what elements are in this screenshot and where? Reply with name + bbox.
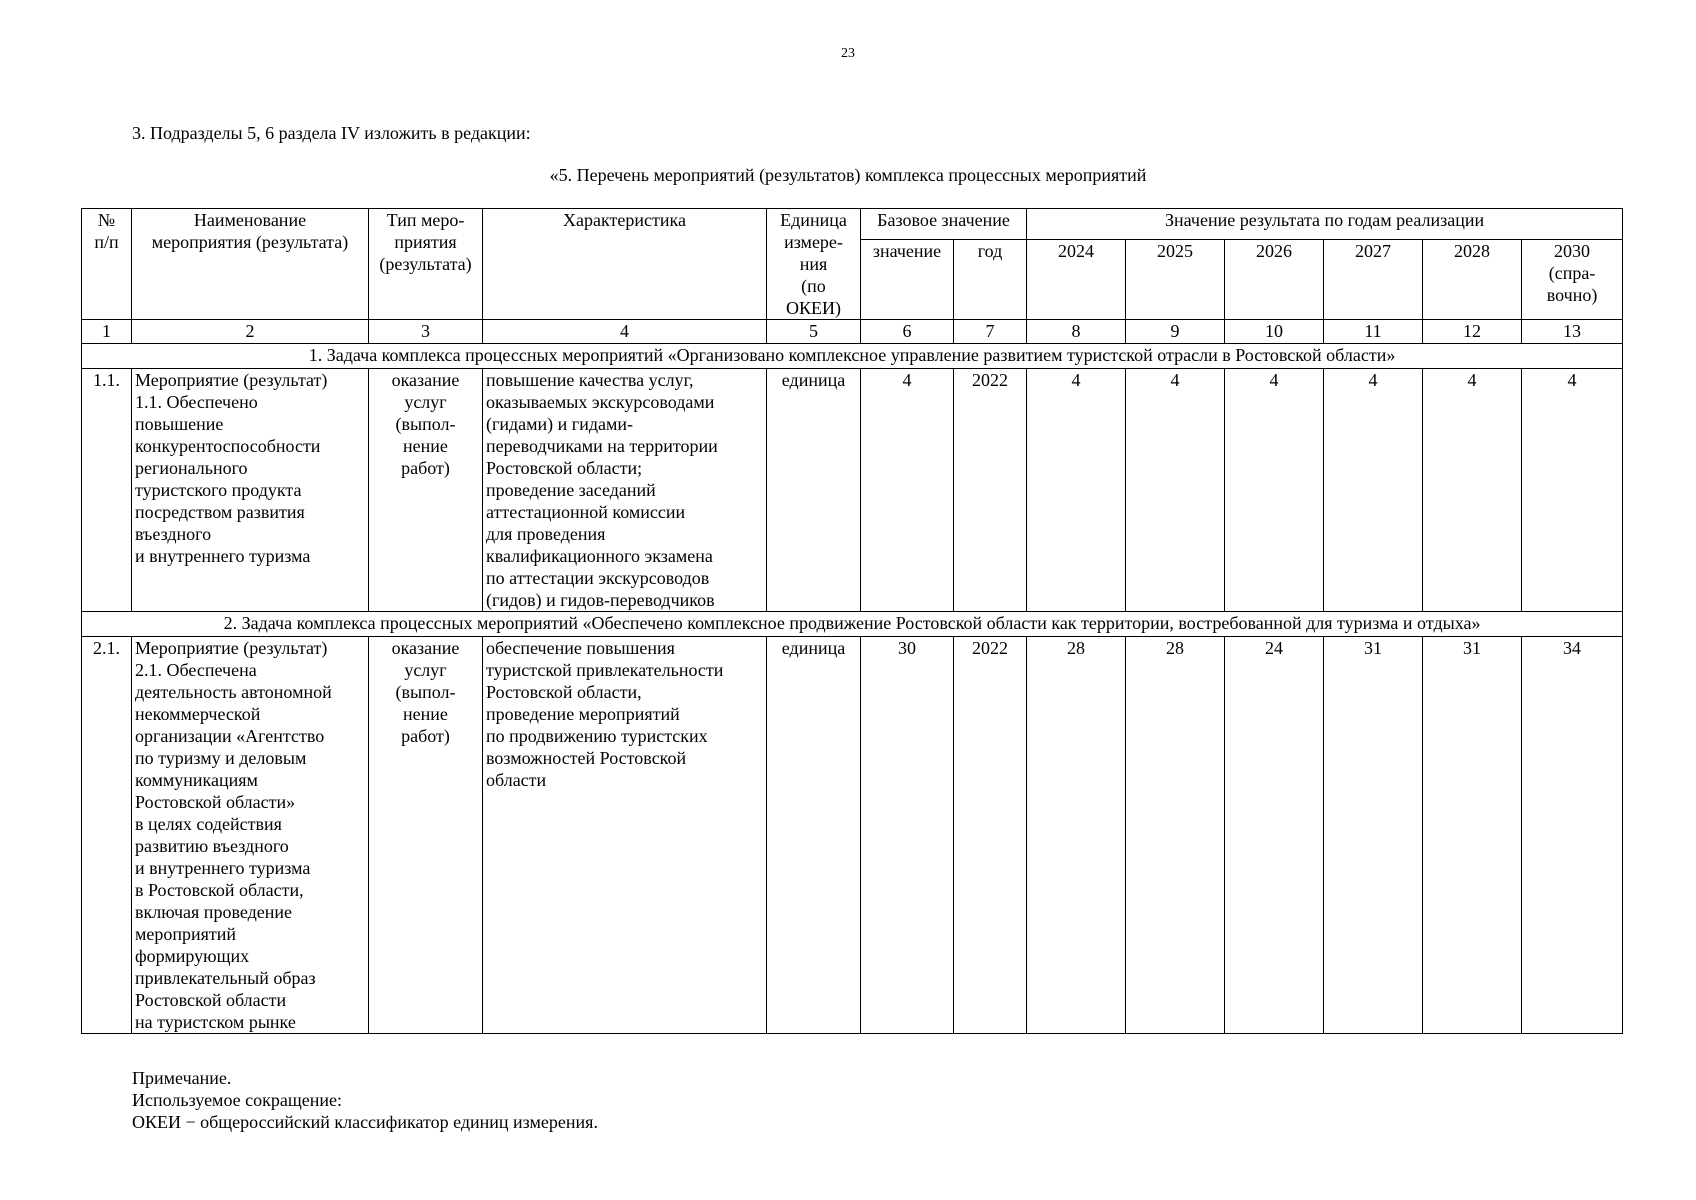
text-line: развитию въездного	[135, 836, 289, 856]
base-value: 30	[861, 637, 954, 1034]
text-line: и внутреннего туризма	[135, 546, 311, 566]
header-year: 2025	[1126, 240, 1225, 320]
year-value: 4	[1423, 369, 1522, 612]
text-line: по туризму и деловым	[135, 748, 307, 768]
measure-characteristic	[483, 637, 767, 1034]
base-year: 2022	[954, 637, 1027, 1034]
header-type	[369, 209, 483, 320]
header-characteristic: Характеристика	[483, 209, 767, 320]
text-line: повышение	[135, 414, 224, 434]
text-line: обеспечение повышения	[486, 638, 675, 658]
text-line: в целях содействия	[135, 814, 282, 834]
text-line: 2030	[1554, 241, 1591, 261]
text-line: туристской привлекательности	[486, 660, 724, 680]
column-number: 9	[1126, 320, 1225, 344]
text-line: вочно)	[1546, 285, 1598, 305]
text-line: для проведения	[486, 524, 606, 544]
year-value: 4	[1225, 369, 1324, 612]
measure-type	[369, 369, 483, 612]
text-line: (выпол-	[395, 682, 456, 702]
measure-name	[132, 369, 369, 612]
text-line: (результата)	[379, 254, 472, 274]
text-line: включая проведение	[135, 902, 292, 922]
text-line: (выпол-	[395, 414, 456, 434]
text-line: (гидами) и гидами-	[486, 414, 633, 434]
year-value: 31	[1324, 637, 1423, 1034]
text-line: туристского продукта	[135, 480, 302, 500]
text-line: Ростовской области	[135, 990, 287, 1010]
text-line: оказываемых экскурсоводами	[486, 392, 715, 412]
text-line: ОКЕИ − общероссийский классификатор единиц измерения.	[132, 1112, 598, 1132]
column-number: 4	[483, 320, 767, 344]
text-line: Единица	[780, 210, 847, 230]
row-number: 1.1.	[82, 369, 132, 612]
text-line: привлекательный образ	[135, 968, 316, 988]
header-year: 2026	[1225, 240, 1324, 320]
text-line: Ростовской области;	[486, 458, 643, 478]
measure-unit: единица	[767, 637, 861, 1034]
column-number: 1	[82, 320, 132, 344]
text-line: аттестационной комиссии	[486, 502, 686, 522]
task-row-2	[82, 612, 1623, 637]
column-number: 12	[1423, 320, 1522, 344]
text-line: квалификационного экзамена	[486, 546, 713, 566]
column-number: 7	[954, 320, 1027, 344]
text-line: ОКЕИ)	[786, 298, 841, 318]
table-row	[82, 637, 1623, 1034]
text-line: нение	[403, 436, 448, 456]
year-value: 4	[1324, 369, 1423, 612]
header-year: 2024	[1027, 240, 1126, 320]
text-line: и внутреннего туризма	[135, 858, 311, 878]
column-number: 11	[1324, 320, 1423, 344]
year-value: 34	[1522, 637, 1623, 1034]
text-line: Используемое сокращение:	[132, 1090, 342, 1110]
year-value: 24	[1225, 637, 1324, 1034]
text-line: по продвижению туристских	[486, 726, 708, 746]
text-line: переводчиками на территории	[486, 436, 718, 456]
header-years-group: Значение результата по годам реализации	[1027, 209, 1623, 240]
text-line: проведение мероприятий	[486, 704, 680, 724]
header-base-value: значение	[861, 240, 954, 320]
text-line: на туристском рынке	[135, 1012, 296, 1032]
text-line: работ)	[401, 458, 450, 478]
measure-type	[369, 637, 483, 1034]
header-unit	[767, 209, 861, 320]
table-title: «5. Перечень мероприятий (результатов) комплекса процессных мероприятий	[549, 165, 1147, 185]
table-row	[82, 369, 1623, 612]
column-numbers-row	[82, 320, 1623, 344]
measure-characteristic	[483, 369, 767, 612]
text-line: Мероприятие (результат)	[135, 638, 328, 658]
year-value: 4	[1126, 369, 1225, 612]
text-line: возможностей Ростовской	[486, 748, 687, 768]
text-line: нение	[403, 704, 448, 724]
text-line: оказание	[391, 638, 460, 658]
year-value: 4	[1522, 369, 1623, 612]
text-line: (спра-	[1548, 263, 1596, 283]
year-value: 28	[1126, 637, 1225, 1034]
text-line: оказание	[391, 370, 460, 390]
text-line: деятельность автономной	[135, 682, 332, 702]
header-name	[132, 209, 369, 320]
text-line: области	[486, 770, 547, 790]
column-number: 2	[132, 320, 369, 344]
header-row-1	[82, 209, 1623, 240]
column-number: 5	[767, 320, 861, 344]
text-line: организации «Агентство	[135, 726, 325, 746]
header-year: 2027	[1324, 240, 1423, 320]
text-line: регионального	[135, 458, 248, 478]
base-year: 2022	[954, 369, 1027, 612]
row-number: 2.1.	[82, 637, 132, 1034]
text-line: Мероприятие (результат)	[135, 370, 328, 390]
text-line: Наименование	[193, 210, 307, 230]
header-base-year: год	[954, 240, 1027, 320]
header-year: 2028	[1423, 240, 1522, 320]
header-base-group: Базовое значение	[861, 209, 1027, 240]
text-line: мероприятия (результата)	[151, 232, 349, 252]
text-line: по аттестации экскурсоводов	[486, 568, 710, 588]
text-line: (по	[801, 276, 826, 296]
text-line: услуг	[404, 392, 447, 412]
text-line: повышение качества услуг,	[486, 370, 694, 390]
year-value: 28	[1027, 637, 1126, 1034]
task-heading: 1. Задача комплекса процессных мероприятий «Организовано комплексное управление развитием туристской отрасли в Ростовской области»	[82, 344, 1623, 369]
text-line: п/п	[94, 232, 119, 252]
intro-text: 3. Подразделы 5, 6 раздела IV изложить в редакции:	[132, 123, 531, 143]
column-number: 13	[1522, 320, 1623, 344]
text-line: измере-	[784, 232, 843, 252]
text-line: Тип меро-	[386, 210, 465, 230]
text-line: приятия	[394, 232, 457, 252]
text-line: №	[97, 210, 116, 230]
text-line: (гидов) и гидов-переводчиков	[486, 590, 715, 610]
year-value: 4	[1027, 369, 1126, 612]
notes	[132, 1067, 598, 1133]
header-no	[82, 209, 132, 320]
text-line: в Ростовской области,	[135, 880, 304, 900]
column-number: 6	[861, 320, 954, 344]
text-line: некоммерческой	[135, 704, 261, 724]
column-number: 8	[1027, 320, 1126, 344]
text-line: посредством развития	[135, 502, 305, 522]
text-line: Примечание.	[132, 1068, 232, 1088]
column-number: 10	[1225, 320, 1324, 344]
text-line: конкурентоспособности	[135, 436, 321, 456]
text-line: мероприятий	[135, 924, 237, 944]
text-line: формирующих	[135, 946, 250, 966]
text-line: 2.1. Обеспечена	[135, 660, 257, 680]
task-row-1	[82, 344, 1623, 369]
text-line: коммуникациям	[135, 770, 258, 790]
measure-unit: единица	[767, 369, 861, 612]
text-line: Ростовской области»	[135, 792, 296, 812]
text-line: 1.1. Обеспечено	[135, 392, 258, 412]
text-line: въездного	[135, 524, 212, 544]
task-heading: 2. Задача комплекса процессных мероприятий «Обеспечено комплексное продвижение Ростовской области как территории, востребованной для туризма и отдыха»	[82, 612, 1623, 637]
text-line: Ростовской области,	[486, 682, 642, 702]
text-line: проведение заседаний	[486, 480, 656, 500]
text-line: услуг	[404, 660, 447, 680]
measures-table	[81, 208, 1623, 1034]
base-value: 4	[861, 369, 954, 612]
header-year-last	[1522, 240, 1623, 320]
text-line: работ)	[401, 726, 450, 746]
text-line: ния	[799, 254, 828, 274]
measure-name	[132, 637, 369, 1034]
page-number: 23	[841, 46, 855, 61]
column-number: 3	[369, 320, 483, 344]
year-value: 31	[1423, 637, 1522, 1034]
